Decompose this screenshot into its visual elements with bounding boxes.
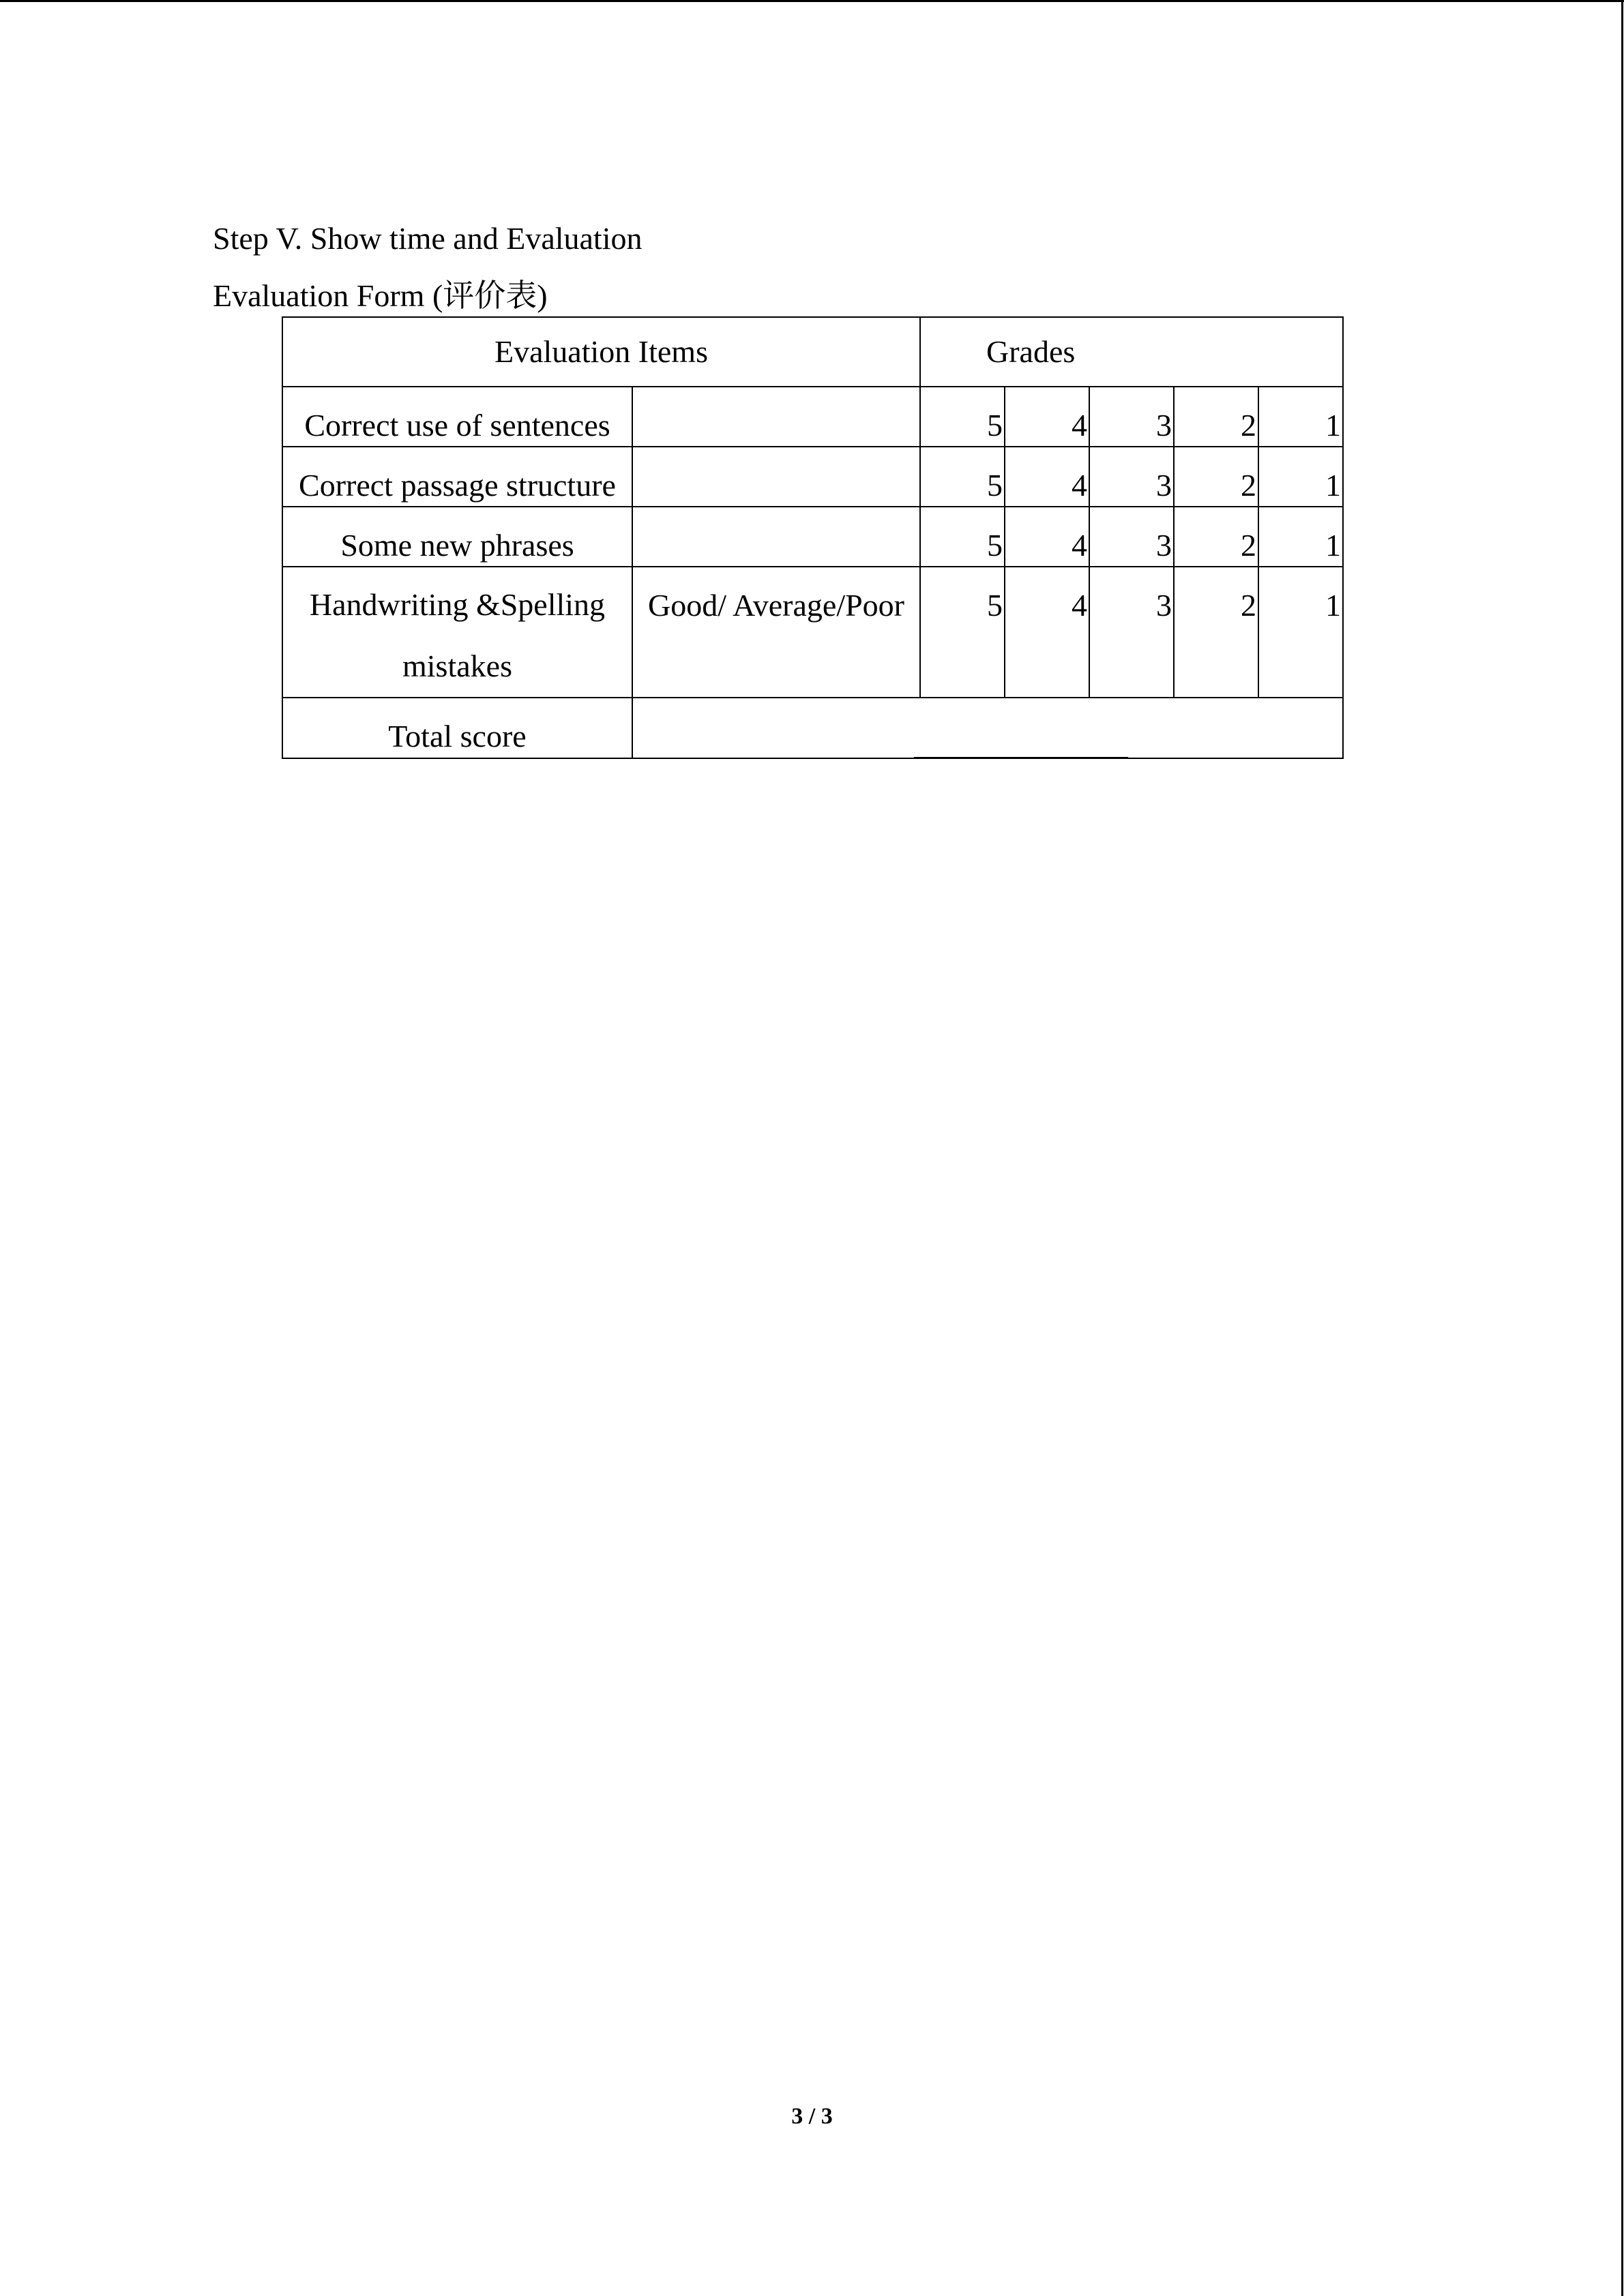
grade-cell: 3: [1089, 567, 1174, 698]
table-row: [282, 567, 1343, 698]
grade-cell: 5: [920, 507, 1005, 567]
grade-cell: 4: [1005, 507, 1089, 567]
header-grades: Grades: [920, 317, 1343, 387]
table-row: [282, 507, 1343, 567]
grade-cell: 4: [1005, 387, 1089, 447]
total-score-value: [632, 698, 1343, 758]
table-row: [282, 387, 1343, 447]
description-cell: Good/ Average/Poor: [632, 567, 920, 698]
grade-cell: 2: [1174, 447, 1258, 507]
grade-cell: 5: [920, 387, 1005, 447]
form-heading: Evaluation Form (评价表): [213, 278, 548, 313]
grade-cell: 5: [920, 567, 1005, 698]
table-row: [282, 447, 1343, 507]
item-cell: [282, 567, 632, 698]
header-evaluation-items: Evaluation Items: [282, 317, 920, 387]
grade-cell: 5: [920, 447, 1005, 507]
grade-cell: 1: [1258, 447, 1343, 507]
item-cell: Some new phrases: [282, 507, 632, 567]
grade-cell: 1: [1258, 507, 1343, 567]
total-row: [282, 698, 1343, 758]
grade-cell: 2: [1174, 507, 1258, 567]
description-cell: [632, 447, 920, 507]
grade-cell: 2: [1174, 387, 1258, 447]
evaluation-table: [282, 316, 1344, 759]
grade-cell: 2: [1174, 567, 1258, 698]
grade-cell: 3: [1089, 507, 1174, 567]
total-score-label: Total score: [282, 698, 632, 758]
grade-cell: 4: [1005, 447, 1089, 507]
page-number: 3 / 3: [791, 2104, 833, 2129]
total-score-underline: [914, 757, 1128, 759]
description-cell: [632, 507, 920, 567]
grade-cell: 1: [1258, 387, 1343, 447]
item-cell: Correct passage structure: [282, 447, 632, 507]
page-right-border: [1621, 0, 1623, 2296]
table-header-row: [282, 317, 1343, 387]
item-label: Handwriting &Spelling mistakes: [309, 587, 606, 683]
grade-cell: 4: [1005, 567, 1089, 698]
grade-cell: 1: [1258, 567, 1343, 698]
grade-cell: 3: [1089, 447, 1174, 507]
step-heading: Step V. Show time and Evaluation: [213, 221, 643, 256]
grade-cell: 3: [1089, 387, 1174, 447]
description-cell: [632, 387, 920, 447]
page-top-border: [0, 0, 1624, 2]
item-cell: Correct use of sentences: [282, 387, 632, 447]
